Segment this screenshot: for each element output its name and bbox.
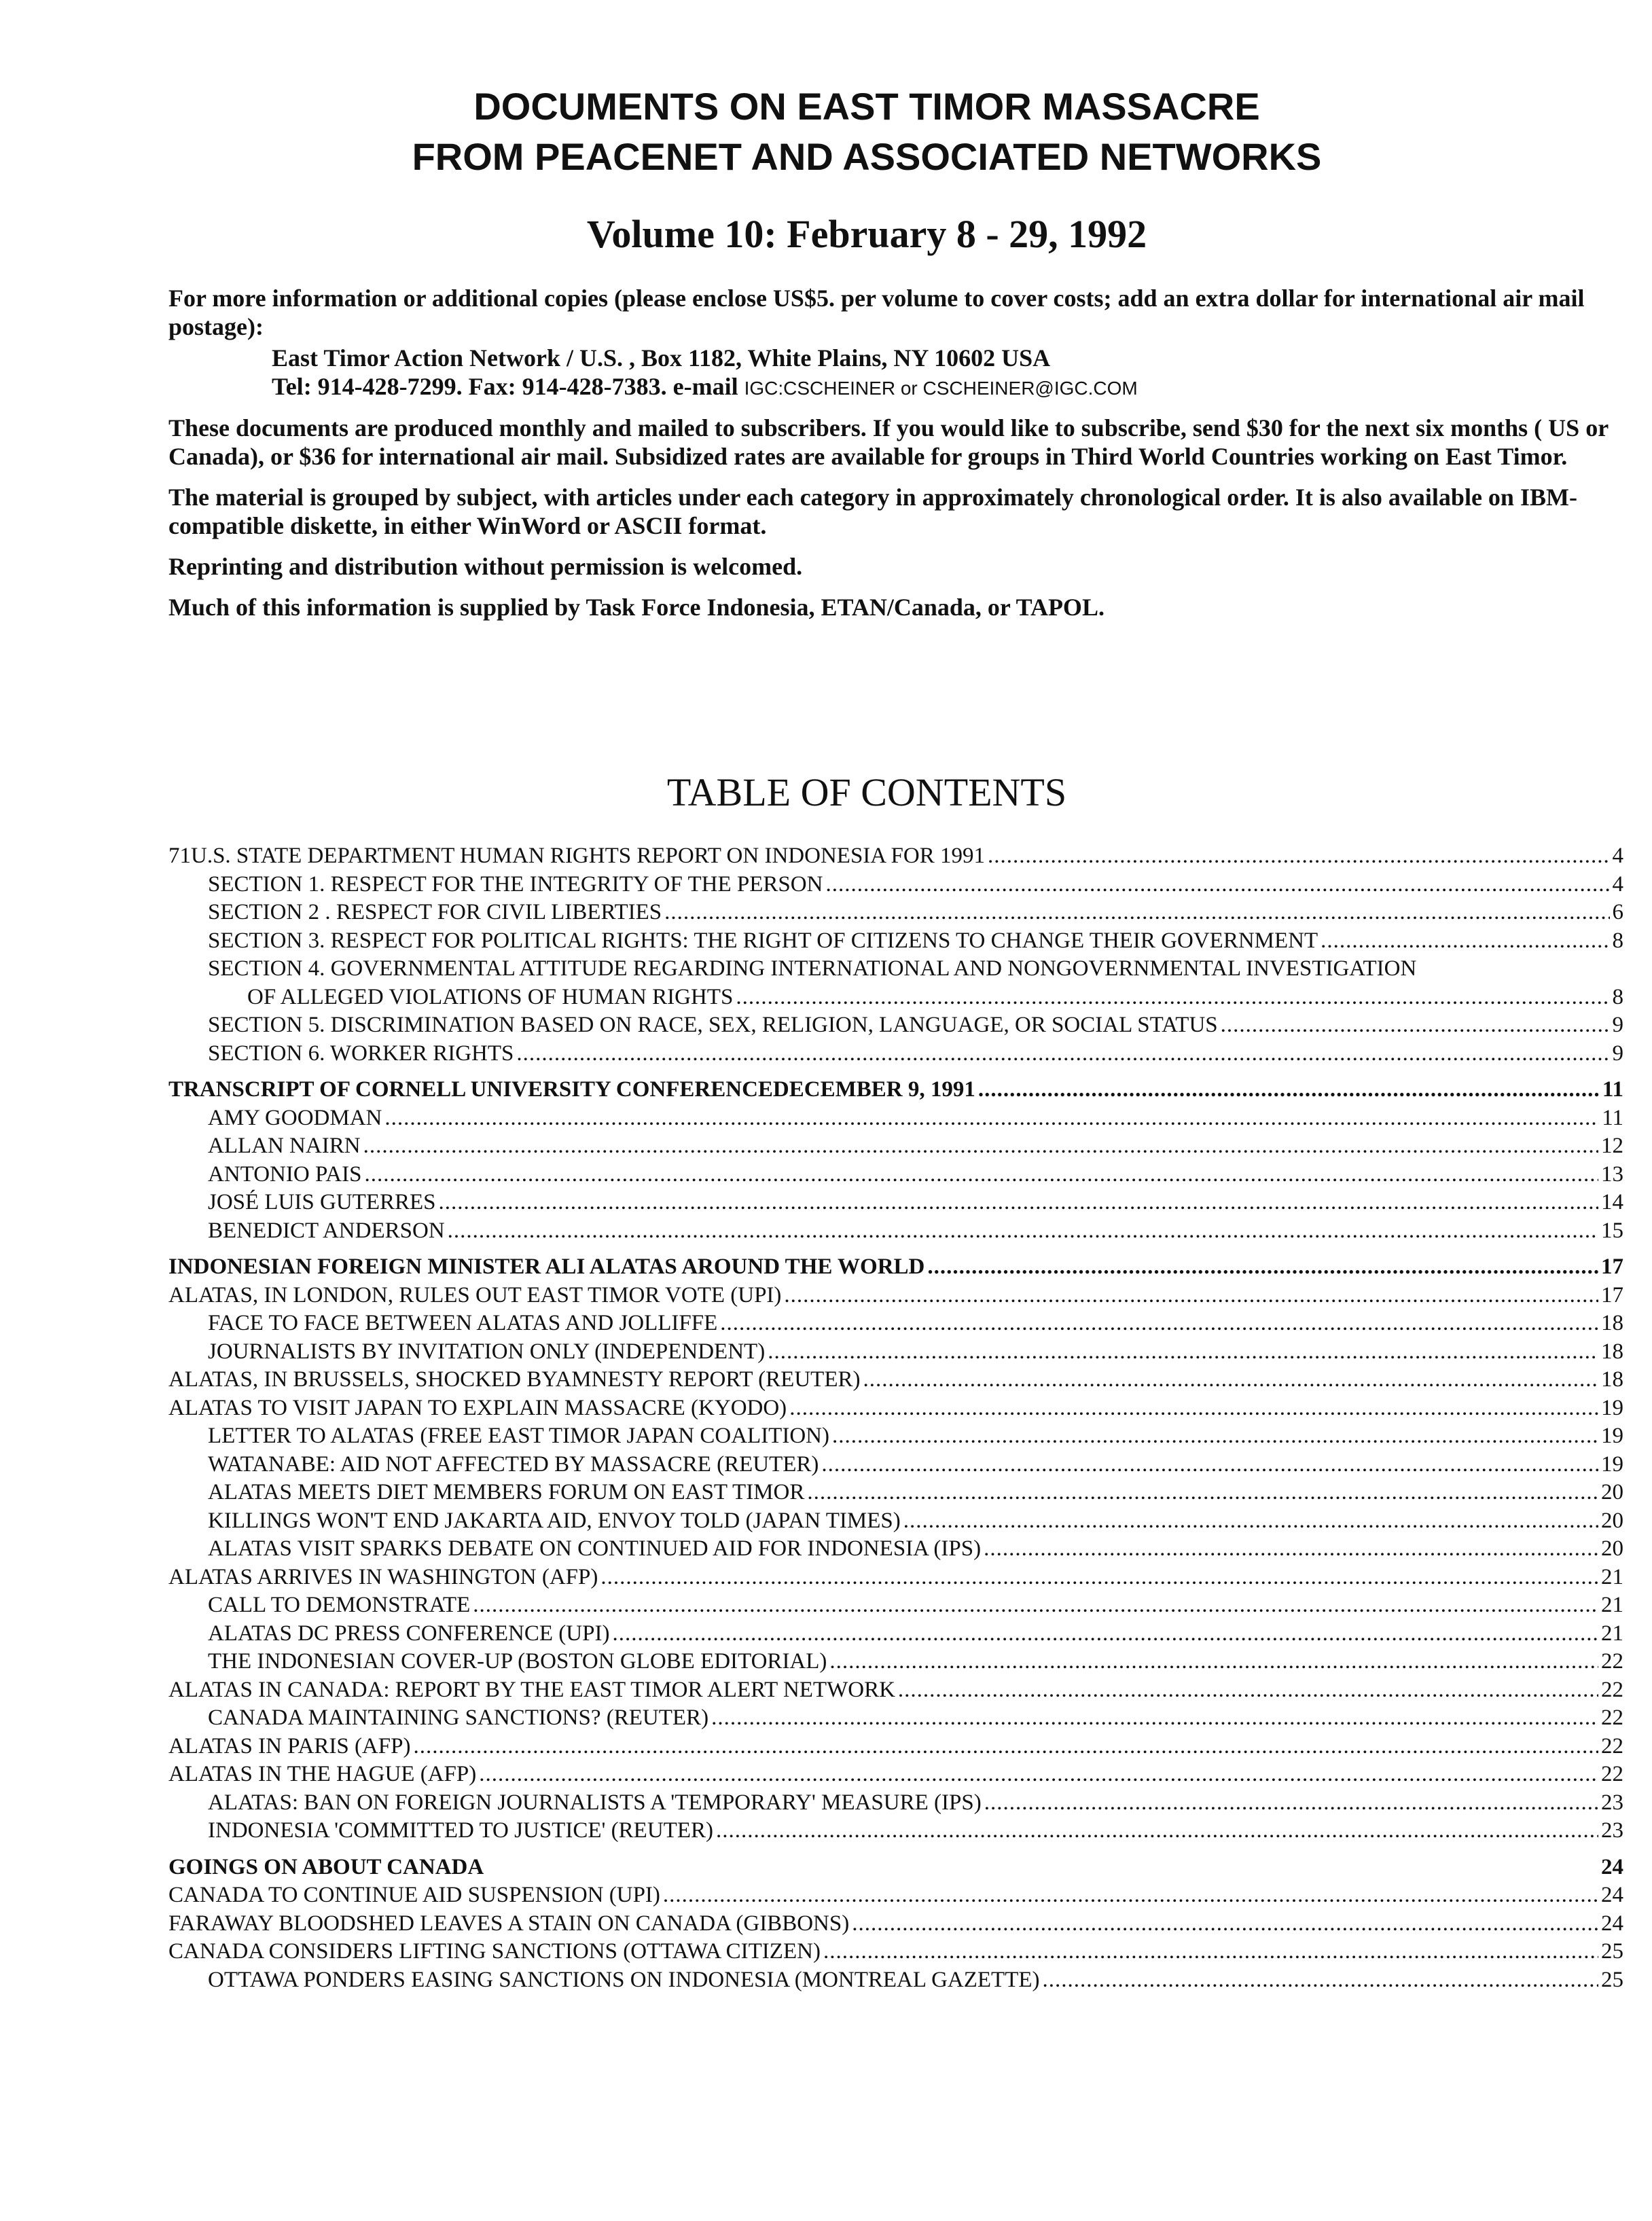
toc-entry [168,1620,1623,1648]
toc-entry-page: 17 [1601,1254,1623,1279]
toc-entry [168,1704,1623,1733]
toc-entry-title: OTTAWA PONDERS EASING SANCTIONS ON INDONESIA (MONTREAL GAZETTE) [208,1967,1040,1992]
toc-entry-title: SECTION 3. RESPECT FOR POLITICAL RIGHTS: THE RIGHT OF CITIZENS TO CHANGE THEIR GOVERNMENT [208,928,1318,953]
toc-entry-title: SECTION 4. GOVERNMENTAL ATTITUDE REGARDING INTERNATIONAL AND NONGOVERNMENTAL INVESTIGATION [208,956,1417,981]
toc-entry-page: 13 [1601,1161,1623,1187]
toc-entry [168,1938,1623,1966]
subscribe-paragraph: These documents are produced monthly and mailed to subscribers. If you would like to subscribe, send $30 for the next six months ( US or Canada), or $36 for international air mail. Subsidized rates are available for groups in Third World Countries working on East Timor. [168,414,1609,470]
toc-entry [168,1310,1623,1338]
toc-entry [168,1076,1623,1104]
toc-entry-page: 6 [1612,900,1623,924]
toc-entry-page: 24 [1601,1883,1623,1907]
toc-entry [168,1507,1623,1536]
toc-entry-title: SECTION 2 . RESPECT FOR CIVIL LIBERTIES [208,900,662,924]
toc-entry [168,1910,1623,1938]
toc-entry-title: CALL TO DEMONSTRATE [208,1593,471,1617]
toc-entry-page: 22 [1601,1705,1623,1730]
toc-entry [168,871,1623,899]
toc-entry [168,899,1623,927]
toc-entry-page: 19 [1601,1424,1623,1448]
toc-entry-page: 18 [1601,1339,1623,1364]
toc-entry-page: 25 [1601,1939,1623,1964]
toc-entry [168,955,1623,1011]
toc-entry-page: 14 [1601,1190,1623,1214]
toc-entry-page: 18 [1601,1311,1623,1335]
toc-entry-page: 20 [1601,1480,1623,1504]
document-title [0,82,1652,182]
toc-entry-page: 4 [1612,844,1623,868]
toc-entry [168,1591,1623,1620]
toc-entry-title: ALATAS IN THE HAGUE (AFP) [168,1762,477,1786]
phone-text: Tel: 914-428-7299. Fax: 914-428-7383. e-mail [272,373,738,400]
toc-entry-title: THE INDONESIAN COVER-UP (BOSTON GLOBE EDITORIAL) [208,1649,827,1674]
toc-entry-page: 20 [1601,1536,1623,1561]
toc-entry-title: JOSÉ LUIS GUTERRES [208,1190,436,1214]
toc-entry-page: 17 [1601,1282,1623,1307]
toc-entry-page: 15 [1601,1218,1623,1243]
toc-entry-page: 23 [1601,1818,1623,1843]
toc-entry-page: 11 [1602,1105,1623,1130]
toc-entry-page: 19 [1601,1395,1623,1420]
toc-entry-title-continued: OF ALLEGED VIOLATIONS OF HUMAN RIGHTS [247,984,734,1009]
grouping-paragraph: The material is grouped by subject, with articles under each category in approximately chronological order. It is also available on IBM-compatible diskette, in either WinWord or ASCII format. [168,484,1577,539]
toc-entry-page: 23 [1601,1790,1623,1815]
toc-entry [168,1282,1623,1310]
toc-entry [168,1217,1623,1246]
toc-entry [168,1479,1623,1507]
phone-line [272,372,1622,403]
toc-entry-title: SECTION 5. DISCRIMINATION BASED ON RACE, SEX, RELIGION, LANGUAGE, OR SOCIAL STATUS [208,1013,1218,1037]
toc-entry-title: ALATAS: BAN ON FOREIGN JOURNALISTS A 'TEMPORARY' MEASURE (IPS) [208,1790,982,1815]
toc-entry-page: 22 [1601,1762,1623,1786]
toc-entry-title: AMY GOODMAN [208,1105,382,1130]
toc-entry [168,1564,1623,1592]
toc-entry-title: ALATAS MEETS DIET MEMBERS FORUM ON EAST TIMOR [208,1480,805,1504]
toc-entry [168,1881,1623,1910]
toc-entry-title: CANADA CONSIDERS LIFTING SANCTIONS (OTTAWA CITIZEN) [168,1939,821,1964]
toc-entry-title: JOURNALISTS BY INVITATION ONLY (INDEPENDENT) [208,1339,766,1364]
toc-entry [168,1422,1623,1451]
volume-subtitle: Volume 10: February 8 - 29, 1992 [586,212,1147,256]
table-of-contents [168,842,1623,1994]
intro-section [168,284,1622,634]
toc-entry-title: ALATAS DC PRESS CONFERENCE (UPI) [208,1621,610,1646]
toc-entry [168,1966,1623,1995]
toc-entry-title: FARAWAY BLOODSHED LEAVES A STAIN ON CANADA (GIBBONS) [168,1911,850,1936]
toc-entry [168,1366,1623,1394]
title-line-1: DOCUMENTS ON EAST TIMOR MASSACRE [473,85,1260,128]
toc-entry-title: CANADA MAINTAINING SANCTIONS? (REUTER) [208,1705,709,1730]
toc-entry-title: WATANABE: AID NOT AFFECTED BY MASSACRE (REUTER) [208,1451,819,1477]
toc-entry-title: SECTION 6. WORKER RIGHTS [208,1041,514,1066]
toc-entry-page: 9 [1612,1013,1623,1037]
toc-entry [168,1104,1623,1133]
toc-entry-title: KILLINGS WON'T END JAKARTA AID, ENVOY TOLD (JAPAN TIMES) [208,1508,901,1533]
toc-entry-title: LETTER TO ALATAS (FREE EAST TIMOR JAPAN COALITION) [208,1424,829,1448]
title-line-2: FROM PEACENET AND ASSOCIATED NETWORKS [412,135,1322,178]
toc-entry-title: ALLAN NAIRN [208,1134,361,1158]
toc-entry-page: 21 [1601,1621,1623,1646]
toc-entry [168,1789,1623,1818]
source-paragraph: Much of this information is supplied by Task Force Indonesia, ETAN/Canada, or TAPOL. [168,594,1105,621]
toc-entry-title: ALATAS, IN LONDON, RULES OUT EAST TIMOR VOTE (UPI) [168,1282,782,1307]
toc-entry [168,1760,1623,1789]
toc-heading: TABLE OF CONTENTS [666,770,1067,814]
toc-entry-page: 25 [1601,1967,1623,1992]
toc-entry-title: 71U.S. STATE DEPARTMENT HUMAN RIGHTS REPORT ON INDONESIA FOR 1991 [168,844,985,868]
email-text: IGC:CSCHEINER or CSCHEINER@IGC.COM [744,378,1138,399]
reprint-paragraph: Reprinting and distribution without permission is welcomed. [168,553,803,580]
toc-entry-title: INDONESIAN FOREIGN MINISTER ALI ALATAS AROUND THE WORLD [168,1254,925,1279]
toc-entry-page: 21 [1601,1564,1623,1589]
toc-entry-title: ANTONIO PAIS [208,1161,362,1187]
toc-entry [168,1132,1623,1161]
toc-entry-title: ALATAS IN PARIS (AFP) [168,1733,411,1758]
toc-entry [168,1535,1623,1564]
contact-block [272,344,1622,403]
toc-entry-title: ALATAS VISIT SPARKS DEBATE ON CONTINUED AID FOR INDONESIA (IPS) [208,1536,982,1561]
toc-entry [168,927,1623,956]
toc-entry-title: TRANSCRIPT OF CORNELL UNIVERSITY CONFERENCEDECEMBER 9, 1991 [168,1077,975,1102]
toc-entry [168,1253,1623,1282]
toc-entry [168,1854,1623,1882]
toc-entry [168,1011,1623,1040]
toc-entry-page: 12 [1601,1134,1623,1158]
info-paragraph: For more information or additional copies (please enclose US$5. per volume to cover costs; add an extra dollar for international air mail postage): [168,285,1585,340]
toc-entry-title: GOINGS ON ABOUT CANADA [168,1854,484,1879]
toc-entry-title: SECTION 1. RESPECT FOR THE INTEGRITY OF THE PERSON [208,871,823,897]
toc-entry [168,1161,1623,1189]
toc-entry [168,1817,1623,1845]
toc-entry-page: 22 [1601,1649,1623,1674]
toc-entry-title: CANADA TO CONTINUE AID SUSPENSION (UPI) [168,1883,660,1907]
toc-entry [168,1394,1623,1423]
toc-entry-page: 8 [1612,928,1623,953]
toc-entry-title: ALATAS TO VISIT JAPAN TO EXPLAIN MASSACRE (KYODO) [168,1395,787,1420]
toc-entry-title: BENEDICT ANDERSON [208,1218,445,1243]
toc-entry-page: 9 [1612,1041,1623,1066]
toc-entry-page: 22 [1601,1733,1623,1758]
toc-entry-page: 22 [1601,1677,1623,1702]
toc-entry-page: 18 [1601,1367,1623,1392]
toc-entry-page: 4 [1612,871,1623,897]
toc-entry-page: 19 [1601,1451,1623,1477]
toc-entry [168,1040,1623,1068]
toc-entry [168,1648,1623,1676]
toc-entry-title: ALATAS ARRIVES IN WASHINGTON (AFP) [168,1564,598,1589]
toc-entry [168,1189,1623,1217]
toc-entry [168,1451,1623,1479]
address-line: East Timor Action Network / U.S. , Box 1182, White Plains, NY 10602 USA [272,344,1051,372]
toc-entry-title: ALATAS, IN BRUSSELS, SHOCKED BYAMNESTY REPORT (REUTER) [168,1367,861,1392]
toc-entry-page: 20 [1601,1508,1623,1533]
toc-entry [168,1338,1623,1367]
toc-entry-title: ALATAS IN CANADA: REPORT BY THE EAST TIMOR ALERT NETWORK [168,1677,895,1702]
toc-entry-page: 8 [1612,984,1623,1009]
toc-entry-page: 21 [1601,1593,1623,1617]
toc-entry [168,1676,1623,1705]
toc-entry-title: INDONESIA 'COMMITTED TO JUSTICE' (REUTER) [208,1818,713,1843]
toc-entry-title: FACE TO FACE BETWEEN ALATAS AND JOLLIFFE [208,1311,718,1335]
toc-entry-page: 24 [1601,1911,1623,1936]
toc-entry [168,842,1623,871]
toc-entry-page: 11 [1602,1077,1623,1102]
toc-entry [168,1733,1623,1761]
toc-entry-page: 24 [1601,1854,1623,1879]
